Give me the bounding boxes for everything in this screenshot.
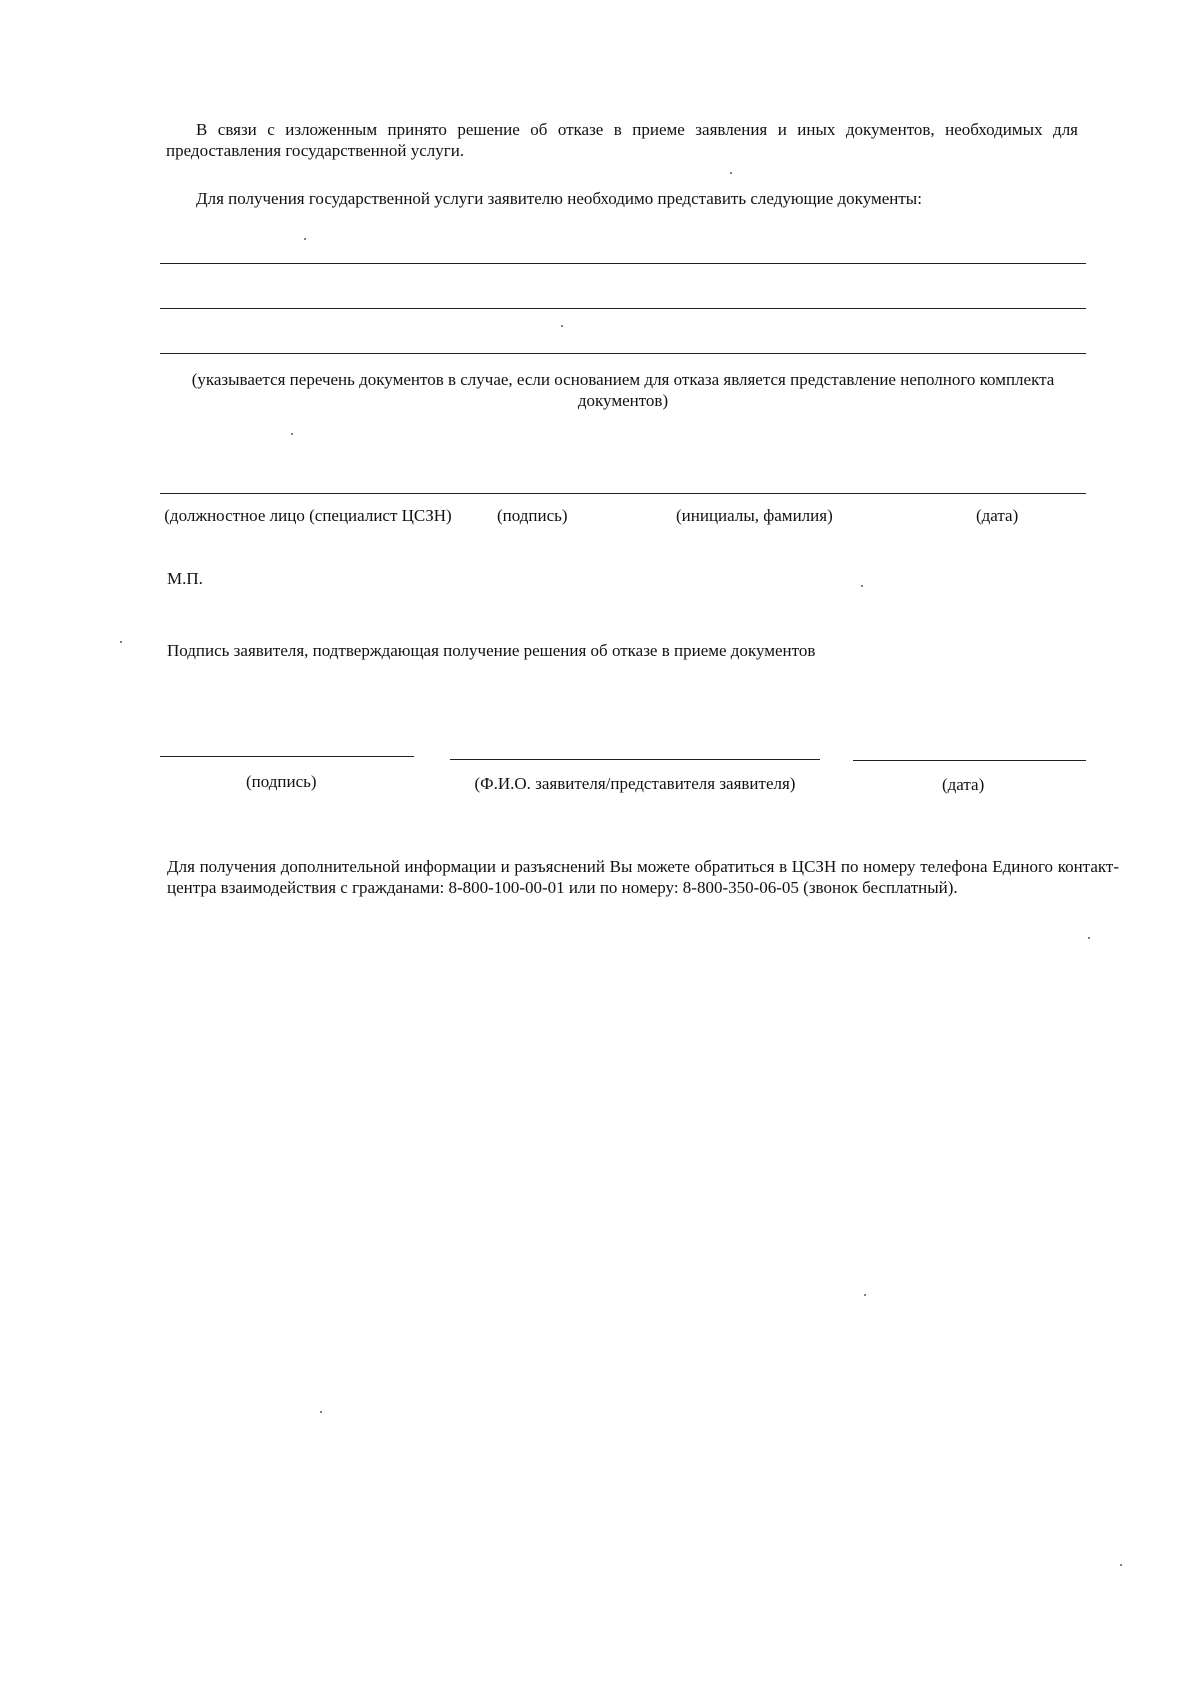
scan-speck (861, 585, 863, 587)
official-date-label: (дата) (976, 506, 1019, 525)
documents-list-line-2 (160, 308, 1086, 309)
official-signature-label: (подпись) (497, 506, 568, 525)
scan-speck (561, 325, 563, 327)
applicant-name-label: (Ф.И.О. заявителя/представителя заявителя) (474, 774, 796, 793)
documents-list-line-3 (160, 353, 1086, 354)
required-documents-intro: Для получения государственной услуги заявителю необходимо представить следующие документы: (196, 189, 922, 208)
applicant-date-label: (дата) (942, 775, 985, 794)
applicant-confirmation-text: Подпись заявителя, подтверждающая получение решения об отказе в приеме документов (167, 641, 816, 660)
documents-list-caption: (указывается перечень документов в случае, если основанием для отказа является представление неполного комплекта документов) (191, 370, 1055, 410)
scan-speck (864, 1294, 866, 1296)
applicant-date-line (853, 760, 1086, 761)
scan-speck (304, 238, 306, 240)
scan-speck (120, 641, 122, 643)
scan-speck (320, 1411, 322, 1413)
official-name-label: (инициалы, фамилия) (676, 506, 833, 525)
applicant-name-line (450, 759, 820, 760)
applicant-signature-label: (подпись) (246, 772, 317, 791)
stamp-place-label: М.П. (167, 569, 203, 588)
applicant-signature-line (160, 756, 414, 757)
scan-speck (1120, 1564, 1122, 1566)
scan-speck (1088, 937, 1090, 939)
additional-info-paragraph: Для получения дополнительной информации и разъяснений Вы можете обратиться в ЦСЗН по номеру телефона Единого контакт-центра взаимодействия с гражданами: 8-800-100-00-01 или по номеру: 8-800-350-06-05 (звонок бесплатный). (167, 857, 1119, 897)
official-signature-line (160, 493, 1086, 494)
scan-speck (291, 433, 293, 435)
decision-paragraph: В связи с изложенным принято решение об отказе в приеме заявления и иных документов, необходимых для предоставления государственной услуги. (166, 120, 1078, 160)
official-position-label: (должностное лицо (специалист ЦСЗН) (164, 506, 452, 525)
documents-list-line-1 (160, 263, 1086, 264)
scan-speck (730, 172, 732, 174)
